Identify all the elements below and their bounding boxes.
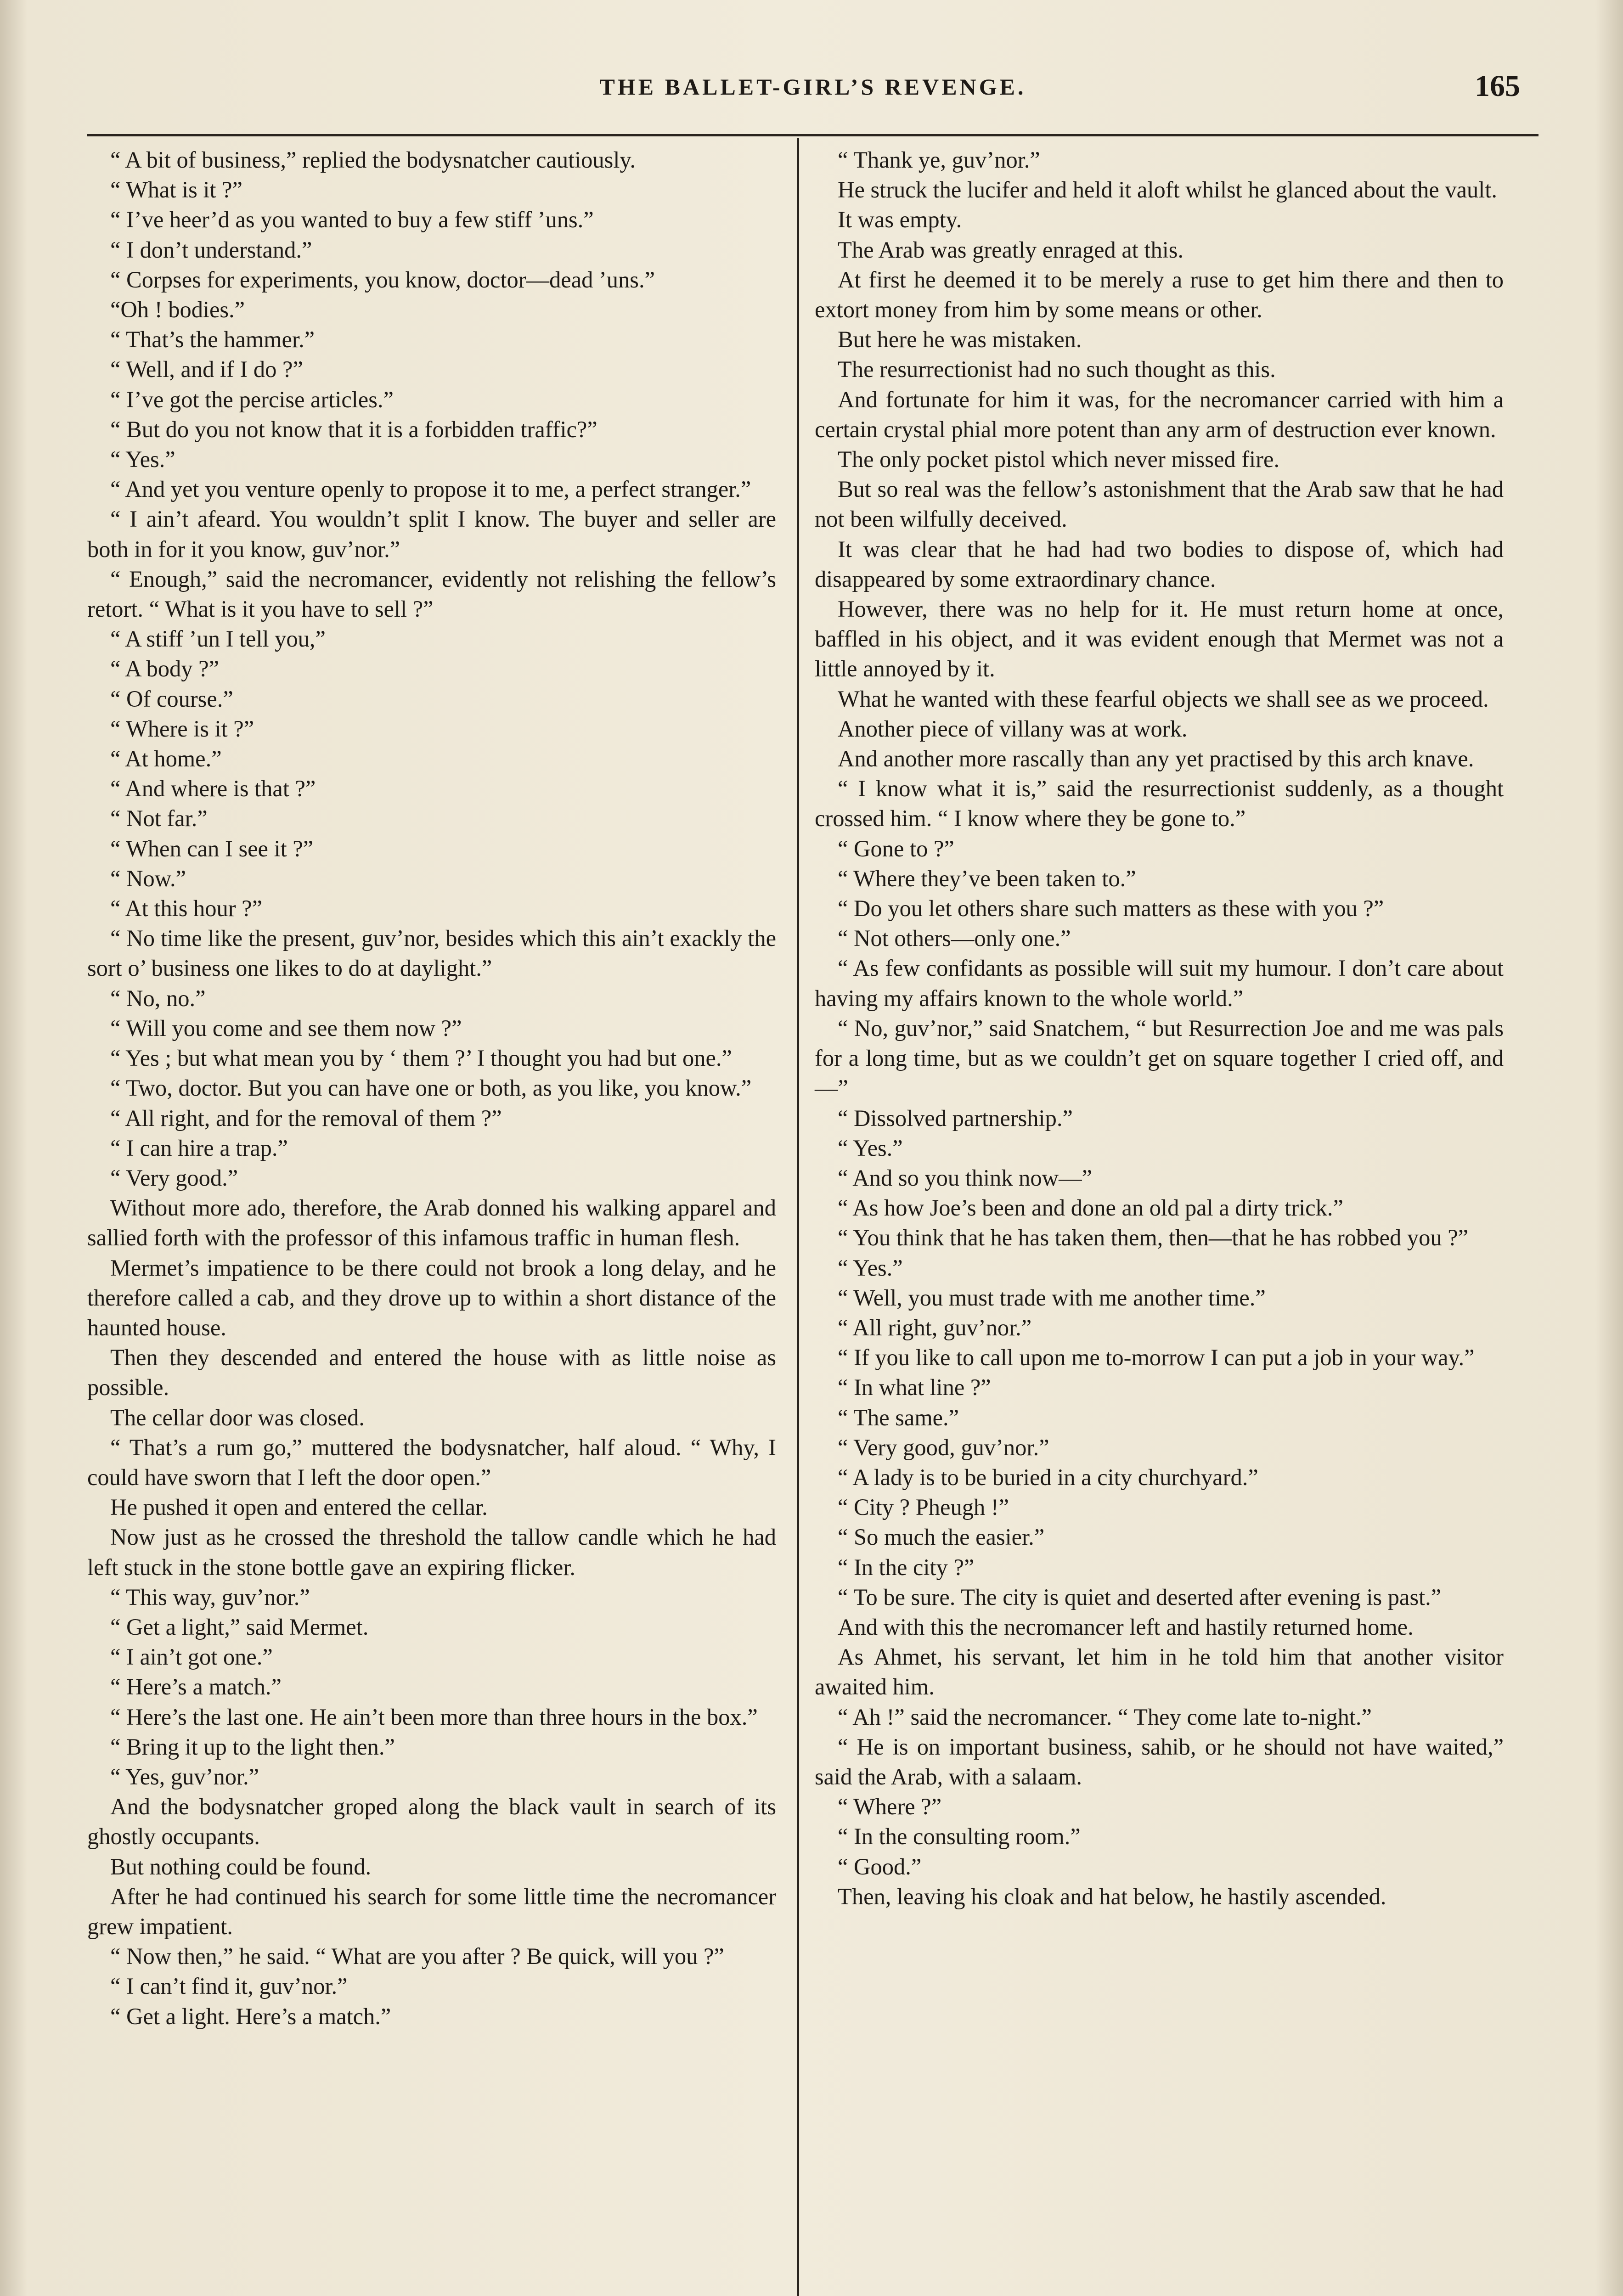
paragraph: “ And yet you venture openly to propose it to me, a perfect stranger.” [110,476,751,502]
paragraph: “ Yes.” [838,1135,903,1161]
paragraph: “ Bring it up to the light then.” [110,1733,395,1760]
paragraph: “ That’s a rum go,” muttered the bodysnatcher, half aloud. “ Why, I could have sworn that I left the door open.” [87,1434,776,1490]
paragraph: “ No time like the present, guv’nor, besides which this ain’t exackly the sort o’ business one likes to do at daylight.” [87,925,776,981]
paragraph: But so real was the fellow’s astonishment that the Arab saw that he had not been wilfully deceived. [815,476,1504,532]
paragraph: “ At home.” [110,746,222,772]
header-rule [87,134,1538,136]
paragraph: “ The same.” [838,1404,959,1430]
paragraph: “ Where is it ?” [110,715,254,742]
paragraph: “ Gone to ?” [838,835,954,861]
paragraph: At first he deemed it to be merely a ruse to get him there and then to extort money from him by some means or other. [815,266,1504,323]
paragraph: “ All right, and for the removal of them ?” [110,1105,502,1131]
paragraph: “ Well, and if I do ?” [110,356,303,383]
paragraph: “Oh ! bodies.” [110,297,245,323]
paragraph: “ Of course.” [110,686,233,712]
paragraph: “ Do you let others share such matters as these with you ?” [838,895,1384,922]
paragraph: Then, leaving his cloak and hat below, he hastily ascended. [838,1883,1386,1909]
right-column [815,145,1504,1912]
paragraph: Without more ado, therefore, the Arab donned his walking apparel and sallied forth with the professor of this infamous traffic in human flesh. [87,1195,776,1251]
paragraph: Now just as he crossed the threshold the tallow candle which he had left stuck in the stone bottle gave an expiring flicker. [87,1524,776,1580]
paragraph: “ Not far.” [110,805,208,832]
paragraph: “ I ain’t got one.” [110,1644,273,1670]
paragraph: “ Yes, guv’nor.” [110,1763,259,1790]
paragraph: “ A bit of business,” replied the bodysnatcher cautiously. [110,147,636,173]
paragraph: “ You think that he has taken them, then—that he has robbed you ?” [838,1225,1469,1251]
paragraph: “ Will you come and see them now ?” [110,1015,462,1041]
paragraph: “ Here’s the last one. He ain’t been more than three hours in the box.” [110,1704,758,1730]
paragraph: “ A stiff ’un I tell you,” [110,626,326,652]
paragraph: “ Yes.” [110,446,175,473]
paragraph: “ In the consulting room.” [838,1823,1081,1850]
page-number: 165 [1475,69,1520,103]
paragraph: “ No, no.” [110,985,206,1011]
paragraph: “ That’s the hammer.” [110,326,315,353]
paragraph: “ What is it ?” [110,177,242,203]
paragraph: “ Enough,” said the necromancer, evidently not relishing the fellow’s retort. “ What is it you have to sell ?” [87,566,776,622]
running-title: THE BALLET-GIRL’S REVENGE. [599,74,1026,100]
paragraph: “ Very good.” [110,1165,238,1191]
page-header [87,69,1538,119]
paragraph: “ Good.” [838,1853,922,1880]
paragraph: “ Thank ye, guv’nor.” [838,147,1040,173]
paragraph: The Arab was greatly enraged at this. [838,236,1184,263]
paragraph: “ This way, guv’nor.” [110,1584,310,1610]
paragraph: “ Ah !” said the necromancer. “ They come late to-night.” [838,1704,1372,1730]
paragraph: “ Where ?” [838,1794,942,1820]
paragraph: “ I ain’t afeard. You wouldn’t split I know. The buyer and seller are both in for it you know, guv’nor.” [87,506,776,562]
paragraph: “ I’ve got the percise articles.” [110,386,394,412]
paragraph: “ I’ve heer’d as you wanted to buy a few stiff ’uns.” [110,207,594,233]
paragraph: “ Here’s a match.” [110,1674,282,1700]
paragraph: After he had continued his search for some little time the necromancer grew impatient. [87,1883,776,1939]
paragraph: “ Corpses for experiments, you know, doctor—dead ’uns.” [110,266,655,293]
paragraph: The resurrectionist had no such thought as this. [838,356,1276,383]
paragraph: “ I know what it is,” said the resurrectionist suddenly, as a thought crossed him. “ I know where they be gone to.” [815,776,1504,832]
paragraph: “ And where is that ?” [110,776,316,802]
paragraph: But nothing could be found. [110,1853,372,1880]
paragraph: “ Not others—only one.” [838,925,1071,951]
paragraph: “ Very good, guv’nor.” [838,1434,1049,1460]
paragraph: “ I can’t find it, guv’nor.” [110,1973,348,1999]
paragraph: “ If you like to call upon me to-morrow I can put a job in your way.” [838,1345,1475,1371]
left-column [87,145,776,2032]
paragraph: “ A lady is to be buried in a city churchyard.” [838,1464,1258,1490]
paragraph: The cellar door was closed. [110,1404,365,1430]
paragraph: “ In the city ?” [838,1554,975,1580]
paragraph: As Ahmet, his servant, let him in he told him that another visitor awaited him. [815,1644,1504,1700]
paragraph: “ In what line ?” [838,1374,991,1401]
paragraph: But here he was mistaken. [838,326,1082,353]
paragraph: “ I don’t understand.” [110,236,312,263]
column-divider [797,138,799,2296]
paragraph: “ Get a light. Here’s a match.” [110,2003,391,2029]
paragraph: “ Dissolved partnership.” [838,1105,1073,1131]
paragraph: He struck the lucifer and held it aloft whilst he glanced about the vault. [838,177,1497,203]
paragraph: Another piece of villany was at work. [838,715,1188,742]
paragraph: “ Two, doctor. But you can have one or both, as you like, you know.” [110,1075,752,1101]
paragraph: “ But do you not know that it is a forbidden traffic?” [110,416,597,442]
paragraph: “ When can I see it ?” [110,835,314,861]
paragraph: “ As how Joe’s been and done an old pal a dirty trick.” [838,1195,1343,1221]
paragraph: “ A body ?” [110,656,220,682]
paragraph: It was empty. [838,207,962,233]
paragraph: “ I can hire a trap.” [110,1135,288,1161]
paragraph: It was clear that he had had two bodies to dispose of, which had disappeared by some extraordinary chance. [815,536,1504,592]
paragraph: What he wanted with these fearful objects we shall see as we proceed. [838,686,1489,712]
paragraph: “ Get a light,” said Mermet. [110,1614,369,1640]
paragraph: “ Now then,” he said. “ What are you after ? Be quick, will you ?” [110,1943,724,1970]
paragraph: And fortunate for him it was, for the necromancer carried with him a certain crystal phial more potent than any arm of destruction ever known. [815,386,1504,442]
paragraph: “ Yes.” [838,1255,903,1281]
paragraph: “ City ? Pheugh !” [838,1494,1009,1520]
paragraph: “ He is on important business, sahib, or he should not have waited,” said the Arab, with a salaam. [815,1733,1504,1790]
paragraph: “ Now.” [110,865,186,891]
paragraph: “ All right, guv’nor.” [838,1314,1032,1340]
paragraph: Then they descended and entered the house with as little noise as possible. [87,1345,776,1401]
paragraph: And the bodysnatcher groped along the black vault in search of its ghostly occupants. [87,1794,776,1850]
paragraph: “ Well, you must trade with me another time.” [838,1284,1266,1311]
paragraph: “ Yes ; but what mean you by ‘ them ?’ I thought you had but one.” [110,1045,732,1071]
paragraph: However, there was no help for it. He must return home at once, baffled in his object, and it was evident enough that Mermet was not a little annoyed by it. [815,596,1504,682]
paragraph: Mermet’s impatience to be there could not brook a long delay, and he therefore called a cab, and they drove up to within a short distance of the haunted house. [87,1255,776,1340]
paragraph: The only pocket pistol which never missed fire. [838,446,1280,473]
paragraph: “ No, guv’nor,” said Snatchem, “ but Resurrection Joe and me was pals for a long time, but as we couldn’t get on square together I cried off, and—” [815,1015,1504,1101]
paragraph: He pushed it open and entered the cellar. [110,1494,488,1520]
paragraph: “ Where they’ve been taken to.” [838,865,1136,891]
paragraph: “ As few confidants as possible will suit my humour. I don’t care about having my affairs known to the whole world.” [815,955,1504,1011]
paragraph: “ So much the easier.” [838,1524,1045,1550]
paragraph: “ And so you think now—” [838,1165,1093,1191]
paragraph: And with this the necromancer left and hastily returned home. [838,1614,1414,1640]
paragraph: “ At this hour ?” [110,895,262,922]
paragraph: “ To be sure. The city is quiet and deserted after evening is past.” [838,1584,1442,1610]
paragraph: And another more rascally than any yet practised by this arch knave. [838,746,1474,772]
